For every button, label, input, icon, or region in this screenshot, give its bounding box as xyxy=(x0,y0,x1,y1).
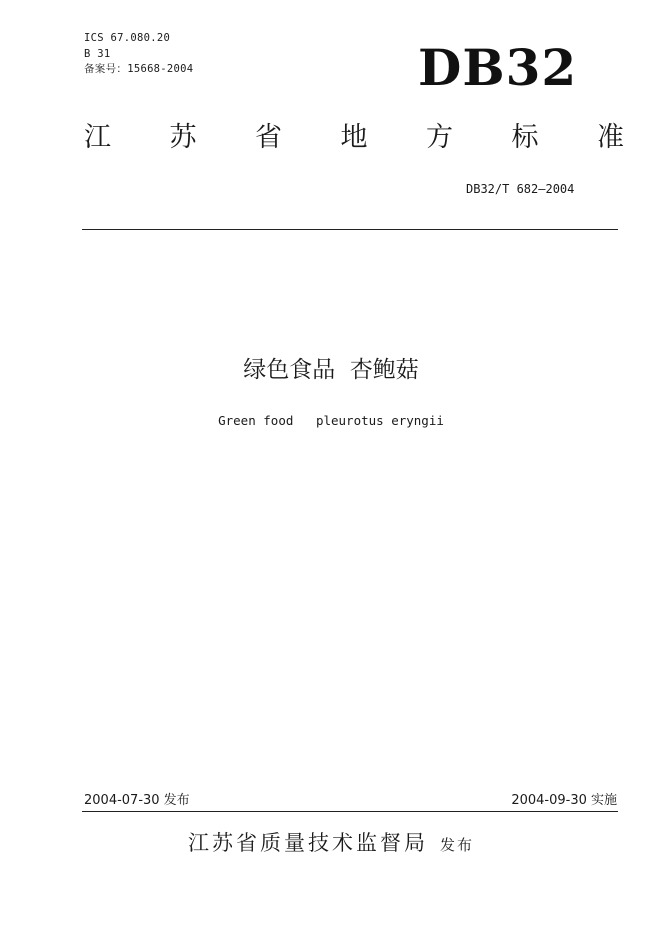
document-title-chinese: 绿色食品 杏鲍菇 xyxy=(243,357,419,383)
header-divider xyxy=(82,229,618,230)
standard-number: DB32/T 682—2004 xyxy=(466,182,575,196)
title-char: 江 xyxy=(84,122,111,153)
ccs-code: B 31 xyxy=(84,47,111,60)
classification-block xyxy=(84,31,193,78)
ics-code: ICS 67.080.20 xyxy=(84,32,171,44)
implementation-date: 2004-09-30 实施 xyxy=(511,793,617,808)
document-title-english: Green food pleurotus eryngii xyxy=(218,413,444,428)
title-char: 标 xyxy=(511,122,539,153)
standard-type-title xyxy=(84,118,624,158)
issue-label: 发布 xyxy=(439,836,474,854)
title-char: 地 xyxy=(340,122,368,153)
issuing-authority: 江苏省质量技术监督局 xyxy=(187,831,428,855)
title-char: 苏 xyxy=(169,122,197,153)
db32-logo: DB32 xyxy=(418,38,578,97)
footer-divider xyxy=(82,811,618,812)
publish-date: 2004-07-30 发布 xyxy=(84,793,190,808)
issuer-line xyxy=(0,828,662,860)
title-char: 准 xyxy=(597,122,624,153)
title-char: 方 xyxy=(426,122,453,153)
filing-number: 备案号：15668-2004 xyxy=(84,63,194,75)
title-char: 省 xyxy=(255,122,282,153)
